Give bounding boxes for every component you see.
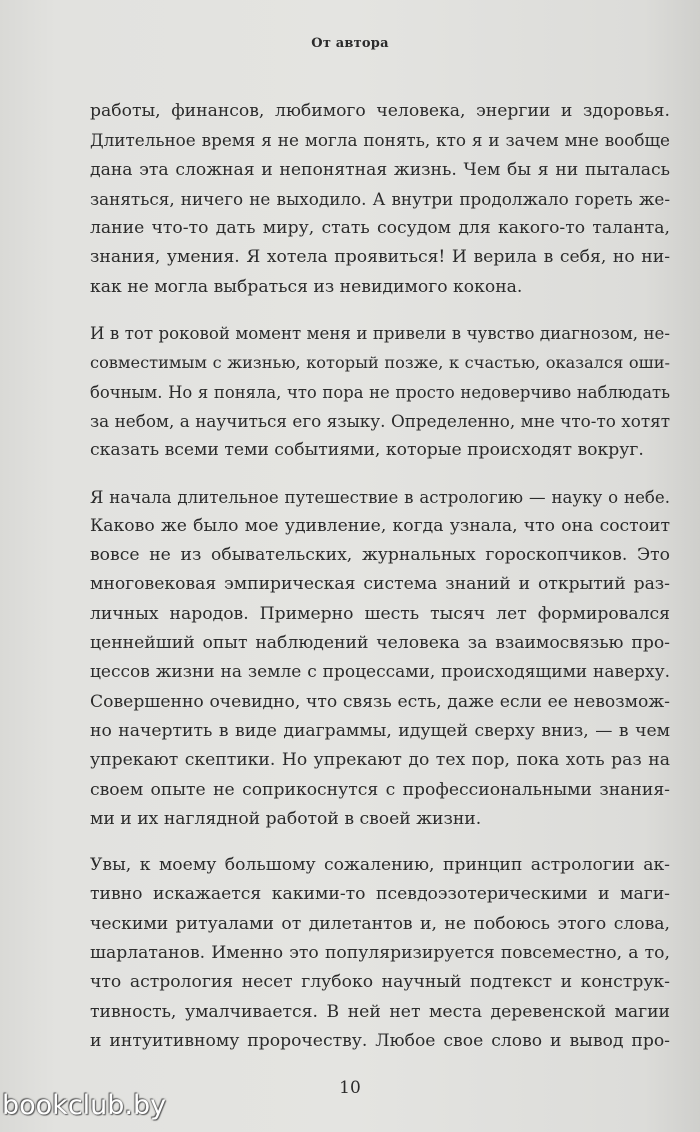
paragraph [90,851,670,1056]
text-line: работы, финансов, любимого человека, энергии и здоровья. [90,101,670,121]
text-line: тивно искажается какими-то псевдоэзотерическими и маги- [90,884,670,905]
text-line: вовсе не из обывательских, журнальных гороскопчиков. Это [90,545,670,566]
text-line: Длительное время я не могла понять, кто я и зачем мне вообще [90,130,670,151]
text-line: сказать всеми теми событиями, которые происходят вокруг. [90,440,644,461]
text-line: Каково же было мое удивление, когда узнала, что она состоит [90,515,670,536]
paragraph [90,97,670,302]
text-line: многовековая эмпирическая система знаний и открытий раз- [90,574,670,595]
text-line: ческими ритуалами от дилетантов и, не побоюсь этого слова, [90,913,670,934]
text-line: и интуитивному пророчеству. Любое свое слово и вывод про- [90,1030,670,1051]
text-line: личных народов. Примерно шесть тысяч лет формировался [90,603,670,624]
text-line: тивность, умалчивается. В ней нет места деревенской магии [90,1001,670,1022]
text-line: своем опыте не соприкоснутся с профессиональными знания- [90,779,670,800]
text-line: лание что-то дать миру, стать сосудом для какого-то таланта, [90,218,670,239]
running-head: От автора [311,36,389,51]
text-line: бочным. Но я поняла, что пора не просто недоверчиво наблюдать [90,382,670,402]
text-line: дана эта сложная и непонятная жизнь. Чем бы я ни пыталась [90,159,670,180]
page-body [90,97,670,1073]
site-watermark: bookclub.by [2,1090,167,1121]
paragraph [90,483,670,835]
text-line: что астрология несет глубоко научный подтекст и конструк- [90,972,670,993]
text-line: шарлатанов. Именно это популяризируется повсеместно, а то, [90,943,670,964]
text-line: Увы, к моему большому сожалению, принцип астрологии ак- [90,855,670,876]
text-line: за небом, а научиться его языку. Определенно, мне что-то хотят [90,410,670,431]
text-line: знания, умения. Я хотела проявиться! И верила в себя, но ни- [90,247,670,268]
text-line: Я начала длительное путешествие в астрологию — науку о небе. [90,487,670,507]
text-line: ми и их наглядной работой в своей жизни. [90,808,482,829]
text-line: совместимым с жизнью, который позже, к счастью, оказался оши- [90,353,670,373]
text-line: заняться, ничего не выходило. А внутри продолжало гореть же- [90,188,670,209]
text-line: но начертить в виде диаграммы, идущей сверху вниз, — в чем [90,720,670,741]
text-line: ценнейший опыт наблюдений человека за взаимосвязью про- [90,633,670,654]
paragraph [90,319,670,465]
text-line: Совершенно очевидно, что связь есть, даже если ее невозмож- [90,691,670,712]
page-number: 10 [339,1078,361,1098]
text-line: упрекают скептики. Но упрекают до тех пор, пока хоть раз на [90,750,670,771]
text-line: цессов жизни на земле с процессами, происходящими наверху. [90,662,670,683]
text-line: И в тот роковой момент меня и привели в чувство диагнозом, не- [90,324,670,344]
text-line: как не могла выбраться из невидимого кокона. [90,276,523,297]
